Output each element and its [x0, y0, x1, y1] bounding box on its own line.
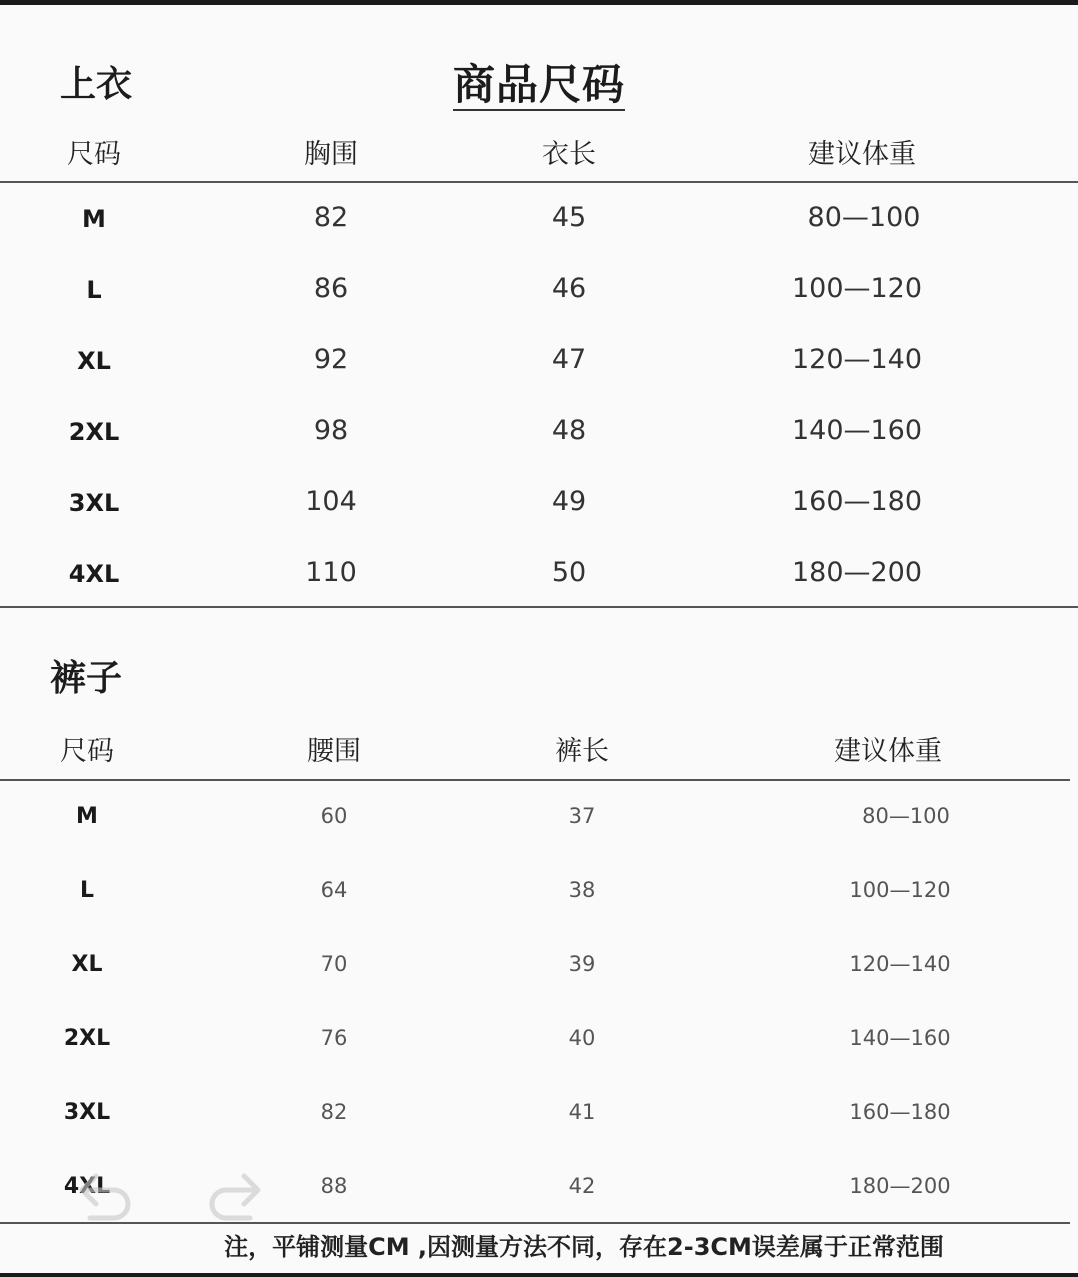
section-title-top: 上衣: [60, 64, 133, 105]
length-cell: 37: [568, 804, 596, 828]
length-cell: 46: [551, 273, 587, 304]
length-cell: 42: [568, 1174, 596, 1198]
measurement-note: 注，平铺测量CM ,因测量方法不同，存在2-3CM误差属于正常范围: [224, 1233, 944, 1261]
header-pants-length: 裤长: [555, 736, 609, 767]
top-table-bottom-divider: [0, 606, 1078, 608]
header-size: 尺码: [60, 736, 114, 767]
waist-cell: 70: [320, 952, 348, 976]
waist-cell: 64: [320, 878, 348, 902]
header-size: 尺码: [67, 139, 121, 170]
waist-cell: 82: [320, 1100, 348, 1124]
chest-cell: 110: [305, 557, 357, 588]
pants-header-divider: [0, 779, 1070, 781]
length-cell: 41: [568, 1100, 596, 1124]
section-title-pants: 裤子: [50, 658, 123, 699]
chest-cell: 104: [305, 486, 357, 517]
length-cell: 45: [551, 202, 587, 233]
header-waist: 腰围: [307, 736, 361, 767]
header-length: 衣长: [542, 139, 596, 170]
size-cell: 2XL: [68, 418, 120, 446]
size-cell: XL: [71, 952, 103, 977]
size-cell: 3XL: [63, 1100, 111, 1125]
weight-cell: 160—180: [791, 486, 923, 517]
pants-table-bottom-divider: [0, 1222, 1070, 1224]
size-cell: L: [79, 878, 95, 903]
size-cell: 3XL: [68, 489, 120, 517]
weight-cell: 80—100: [807, 202, 921, 233]
weight-cell: 120—140: [849, 952, 951, 976]
weight-cell: 140—160: [791, 415, 923, 446]
top-border: [0, 0, 1078, 5]
weight-cell: 160—180: [849, 1100, 951, 1124]
length-cell: 48: [551, 415, 587, 446]
chest-cell: 98: [313, 415, 349, 446]
chest-cell: 82: [313, 202, 349, 233]
length-cell: 47: [551, 344, 587, 375]
weight-cell: 120—140: [791, 344, 923, 375]
weight-cell: 80—100: [862, 804, 950, 828]
length-cell: 50: [551, 557, 587, 588]
waist-cell: 88: [320, 1174, 348, 1198]
length-cell: 39: [568, 952, 596, 976]
bottom-border: [0, 1273, 1078, 1277]
weight-cell: 180—200: [849, 1174, 951, 1198]
size-cell: L: [86, 276, 102, 304]
weight-cell: 140—160: [849, 1026, 951, 1050]
header-weight: 建议体重: [834, 736, 942, 767]
weight-cell: 180—200: [791, 557, 923, 588]
weight-cell: 100—120: [849, 878, 951, 902]
waist-cell: 60: [320, 804, 348, 828]
waist-cell: 76: [320, 1026, 348, 1050]
length-cell: 49: [551, 486, 587, 517]
length-cell: 40: [568, 1026, 596, 1050]
size-cell: 2XL: [63, 1026, 111, 1051]
weight-cell: 100—120: [791, 273, 923, 304]
header-chest: 胸围: [304, 139, 358, 170]
size-cell: M: [82, 205, 106, 233]
chest-cell: 86: [313, 273, 349, 304]
length-cell: 38: [568, 878, 596, 902]
header-weight: 建议体重: [808, 139, 916, 170]
size-cell: 4XL: [68, 560, 120, 588]
top-header-divider: [0, 181, 1078, 183]
size-cell: M: [76, 804, 98, 829]
size-cell: 4XL: [63, 1174, 111, 1199]
size-cell: XL: [77, 347, 111, 375]
chest-cell: 92: [313, 344, 349, 375]
page-title: 商品尺码: [452, 60, 625, 109]
